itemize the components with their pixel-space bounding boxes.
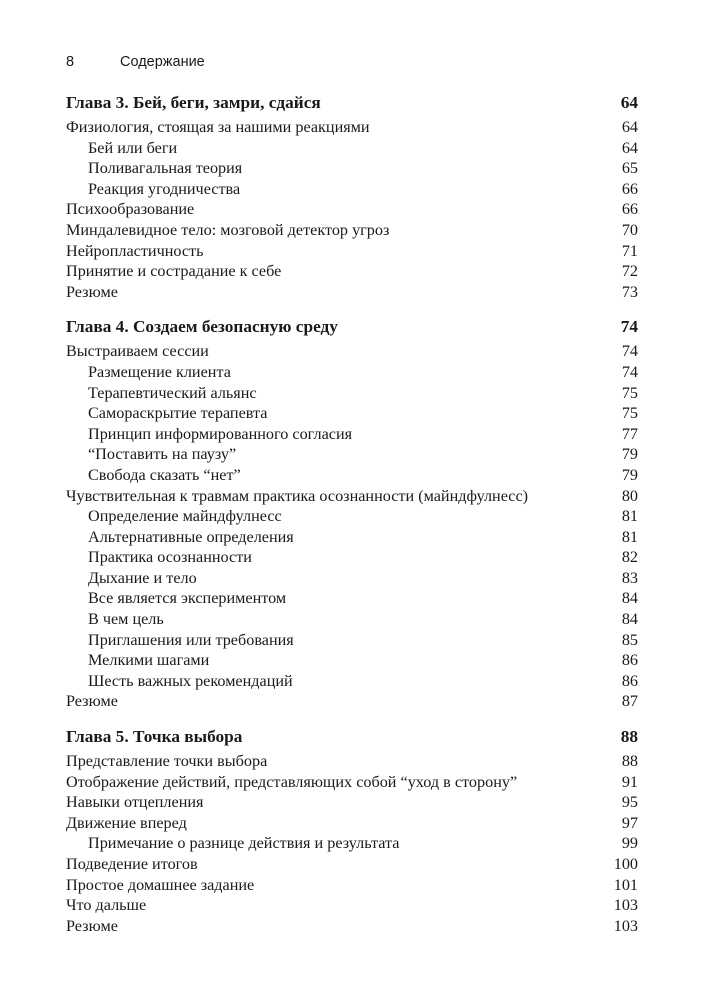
entry-title: Все является экспериментом [88, 589, 287, 608]
toc-subentry [66, 650, 638, 671]
entry-title: В чем цель [88, 610, 164, 629]
toc-subentry [66, 588, 638, 609]
entry-title: Дыхание и тело [88, 568, 197, 587]
entry-title: Мелкими шагами [88, 651, 210, 670]
entry-page-number: 85 [621, 630, 638, 649]
entry-page-number: 80 [621, 486, 638, 505]
entry-title: Подведение итогов [66, 855, 198, 873]
chapter-page-number: 88 [620, 727, 638, 747]
toc-subentry [66, 547, 638, 568]
table-of-contents [66, 92, 638, 936]
chapter-title: Глава 4. Создаем безопасную среду [66, 317, 338, 337]
entry-page-number: 81 [621, 507, 638, 526]
toc-entry [66, 282, 638, 303]
toc-entry [66, 792, 638, 813]
entry-page-number: 91 [621, 772, 638, 791]
chapter-title: Глава 3. Бей, беги, замри, сдайся [66, 93, 321, 112]
entry-page-number: 103 [613, 916, 638, 935]
entry-title: Размещение клиента [88, 362, 231, 381]
toc-subentry [66, 403, 638, 424]
entry-page-number: 83 [621, 568, 638, 587]
entry-title: Резюме [66, 692, 118, 711]
toc-entry [66, 261, 638, 282]
entry-page-number: 66 [621, 179, 638, 198]
entry-page-number: 99 [621, 834, 638, 853]
page-number: 8 [66, 54, 75, 70]
entry-page-number: 70 [621, 220, 638, 239]
entry-title: Выстраиваем сессии [66, 342, 209, 361]
toc-subentry [66, 833, 638, 854]
entry-page-number: 64 [621, 118, 638, 136]
chapter-block [66, 92, 638, 302]
entry-title: Альтернативные определения [88, 527, 294, 546]
entry-title: Свобода сказать “нет” [88, 465, 241, 484]
toc-entry [66, 220, 638, 241]
toc-entry [66, 916, 638, 937]
entry-title: Физиология, стоящая за нашими реакциями [66, 118, 370, 136]
chapter-title: Глава 5. Точка выбора [66, 727, 243, 747]
chapter-heading [66, 316, 638, 338]
entry-page-number: 77 [621, 424, 638, 443]
running-title: Содержание [120, 54, 205, 70]
entry-page-number: 86 [621, 651, 638, 670]
toc-entry [66, 895, 638, 916]
entry-page-number: 101 [613, 875, 638, 894]
toc-subentry [66, 383, 638, 404]
entry-page-number: 65 [621, 159, 638, 178]
entry-title: Отображение действий, представляющих собой “уход в сторону” [66, 772, 518, 791]
entry-title: Бей или беги [88, 138, 178, 157]
chapter-heading [66, 92, 638, 114]
entry-page-number: 84 [621, 610, 638, 629]
entry-title: Резюме [66, 282, 118, 301]
toc-subentry [66, 671, 638, 692]
entry-title: Поливагальная теория [88, 159, 243, 178]
running-header [66, 54, 638, 82]
entry-title: Шесть важных рекомендаций [88, 671, 293, 690]
toc-entry [66, 241, 638, 262]
entry-title: Навыки отцепления [66, 793, 204, 812]
entry-page-number: 74 [621, 342, 638, 361]
entry-page-number: 75 [621, 383, 638, 402]
entry-page-number: 66 [621, 200, 638, 219]
entry-title: Движение вперед [66, 813, 187, 832]
toc-entry [66, 813, 638, 834]
toc-subentry [66, 362, 638, 383]
entry-title: Реакция угодничества [88, 179, 241, 198]
entry-page-number: 103 [613, 896, 638, 915]
entry-title: Миндалевидное тело: мозговой детектор угроз [66, 220, 390, 239]
entry-title: Самораскрытие терапевта [88, 404, 268, 423]
toc-entry [66, 875, 638, 896]
chapter-page-number: 74 [620, 317, 638, 337]
toc-subentry [66, 138, 638, 159]
toc-subentry [66, 506, 638, 527]
entry-title: Приглашения или требования [88, 630, 294, 649]
chapter-heading [66, 726, 638, 748]
entry-page-number: 87 [621, 692, 638, 711]
toc-page [66, 54, 638, 950]
entry-page-number: 75 [621, 404, 638, 423]
entry-page-number: 73 [621, 282, 638, 301]
chapter-page-number: 64 [620, 93, 638, 112]
entry-title: Резюме [66, 916, 118, 935]
toc-subentry [66, 158, 638, 179]
entry-title: Определение майндфулнесс [88, 507, 282, 526]
toc-entry [66, 751, 638, 772]
entry-page-number: 97 [621, 813, 638, 832]
chapter-block [66, 726, 638, 936]
entry-page-number: 74 [621, 362, 638, 381]
chapter-block [66, 316, 638, 712]
toc-subentry [66, 465, 638, 486]
entry-title: Принцип информированного согласия [88, 424, 353, 443]
entry-page-number: 86 [621, 671, 638, 690]
entry-title: Чувствительная к травмам практика осознанности (майндфулнесс) [66, 486, 529, 505]
entry-page-number: 81 [621, 527, 638, 546]
entry-page-number: 79 [621, 465, 638, 484]
entry-title: Представление точки выбора [66, 752, 268, 771]
entry-page-number: 82 [621, 548, 638, 567]
toc-subentry [66, 609, 638, 630]
toc-subentry [66, 527, 638, 548]
toc-entry [66, 772, 638, 793]
toc-subentry [66, 444, 638, 465]
toc-subentry [66, 568, 638, 589]
entry-title: Что дальше [66, 896, 147, 915]
entry-title: Психообразование [66, 200, 195, 219]
toc-subentry [66, 179, 638, 200]
entry-page-number: 72 [621, 262, 638, 281]
entry-title: Практика осознанности [88, 548, 252, 567]
entry-page-number: 64 [621, 138, 638, 157]
toc-entry [66, 199, 638, 220]
entry-title: Примечание о разнице действия и результата [88, 834, 400, 853]
entry-page-number: 79 [621, 445, 638, 464]
toc-entry [66, 341, 638, 362]
entry-title: Принятие и сострадание к себе [66, 262, 282, 281]
toc-entry [66, 486, 638, 507]
toc-subentry [66, 424, 638, 445]
entry-title: Терапевтический альянс [88, 383, 257, 402]
entry-title: Нейропластичность [66, 241, 204, 260]
entry-page-number: 84 [621, 589, 638, 608]
entry-page-number: 88 [621, 752, 638, 771]
entry-title: Простое домашнее задание [66, 875, 255, 894]
entry-page-number: 100 [613, 855, 638, 873]
entry-page-number: 95 [621, 793, 638, 812]
entry-page-number: 71 [621, 241, 638, 260]
toc-entry [66, 691, 638, 712]
toc-entry [66, 854, 638, 875]
entry-title: “Поставить на паузу” [88, 445, 237, 464]
toc-subentry [66, 630, 638, 651]
toc-entry [66, 117, 638, 138]
